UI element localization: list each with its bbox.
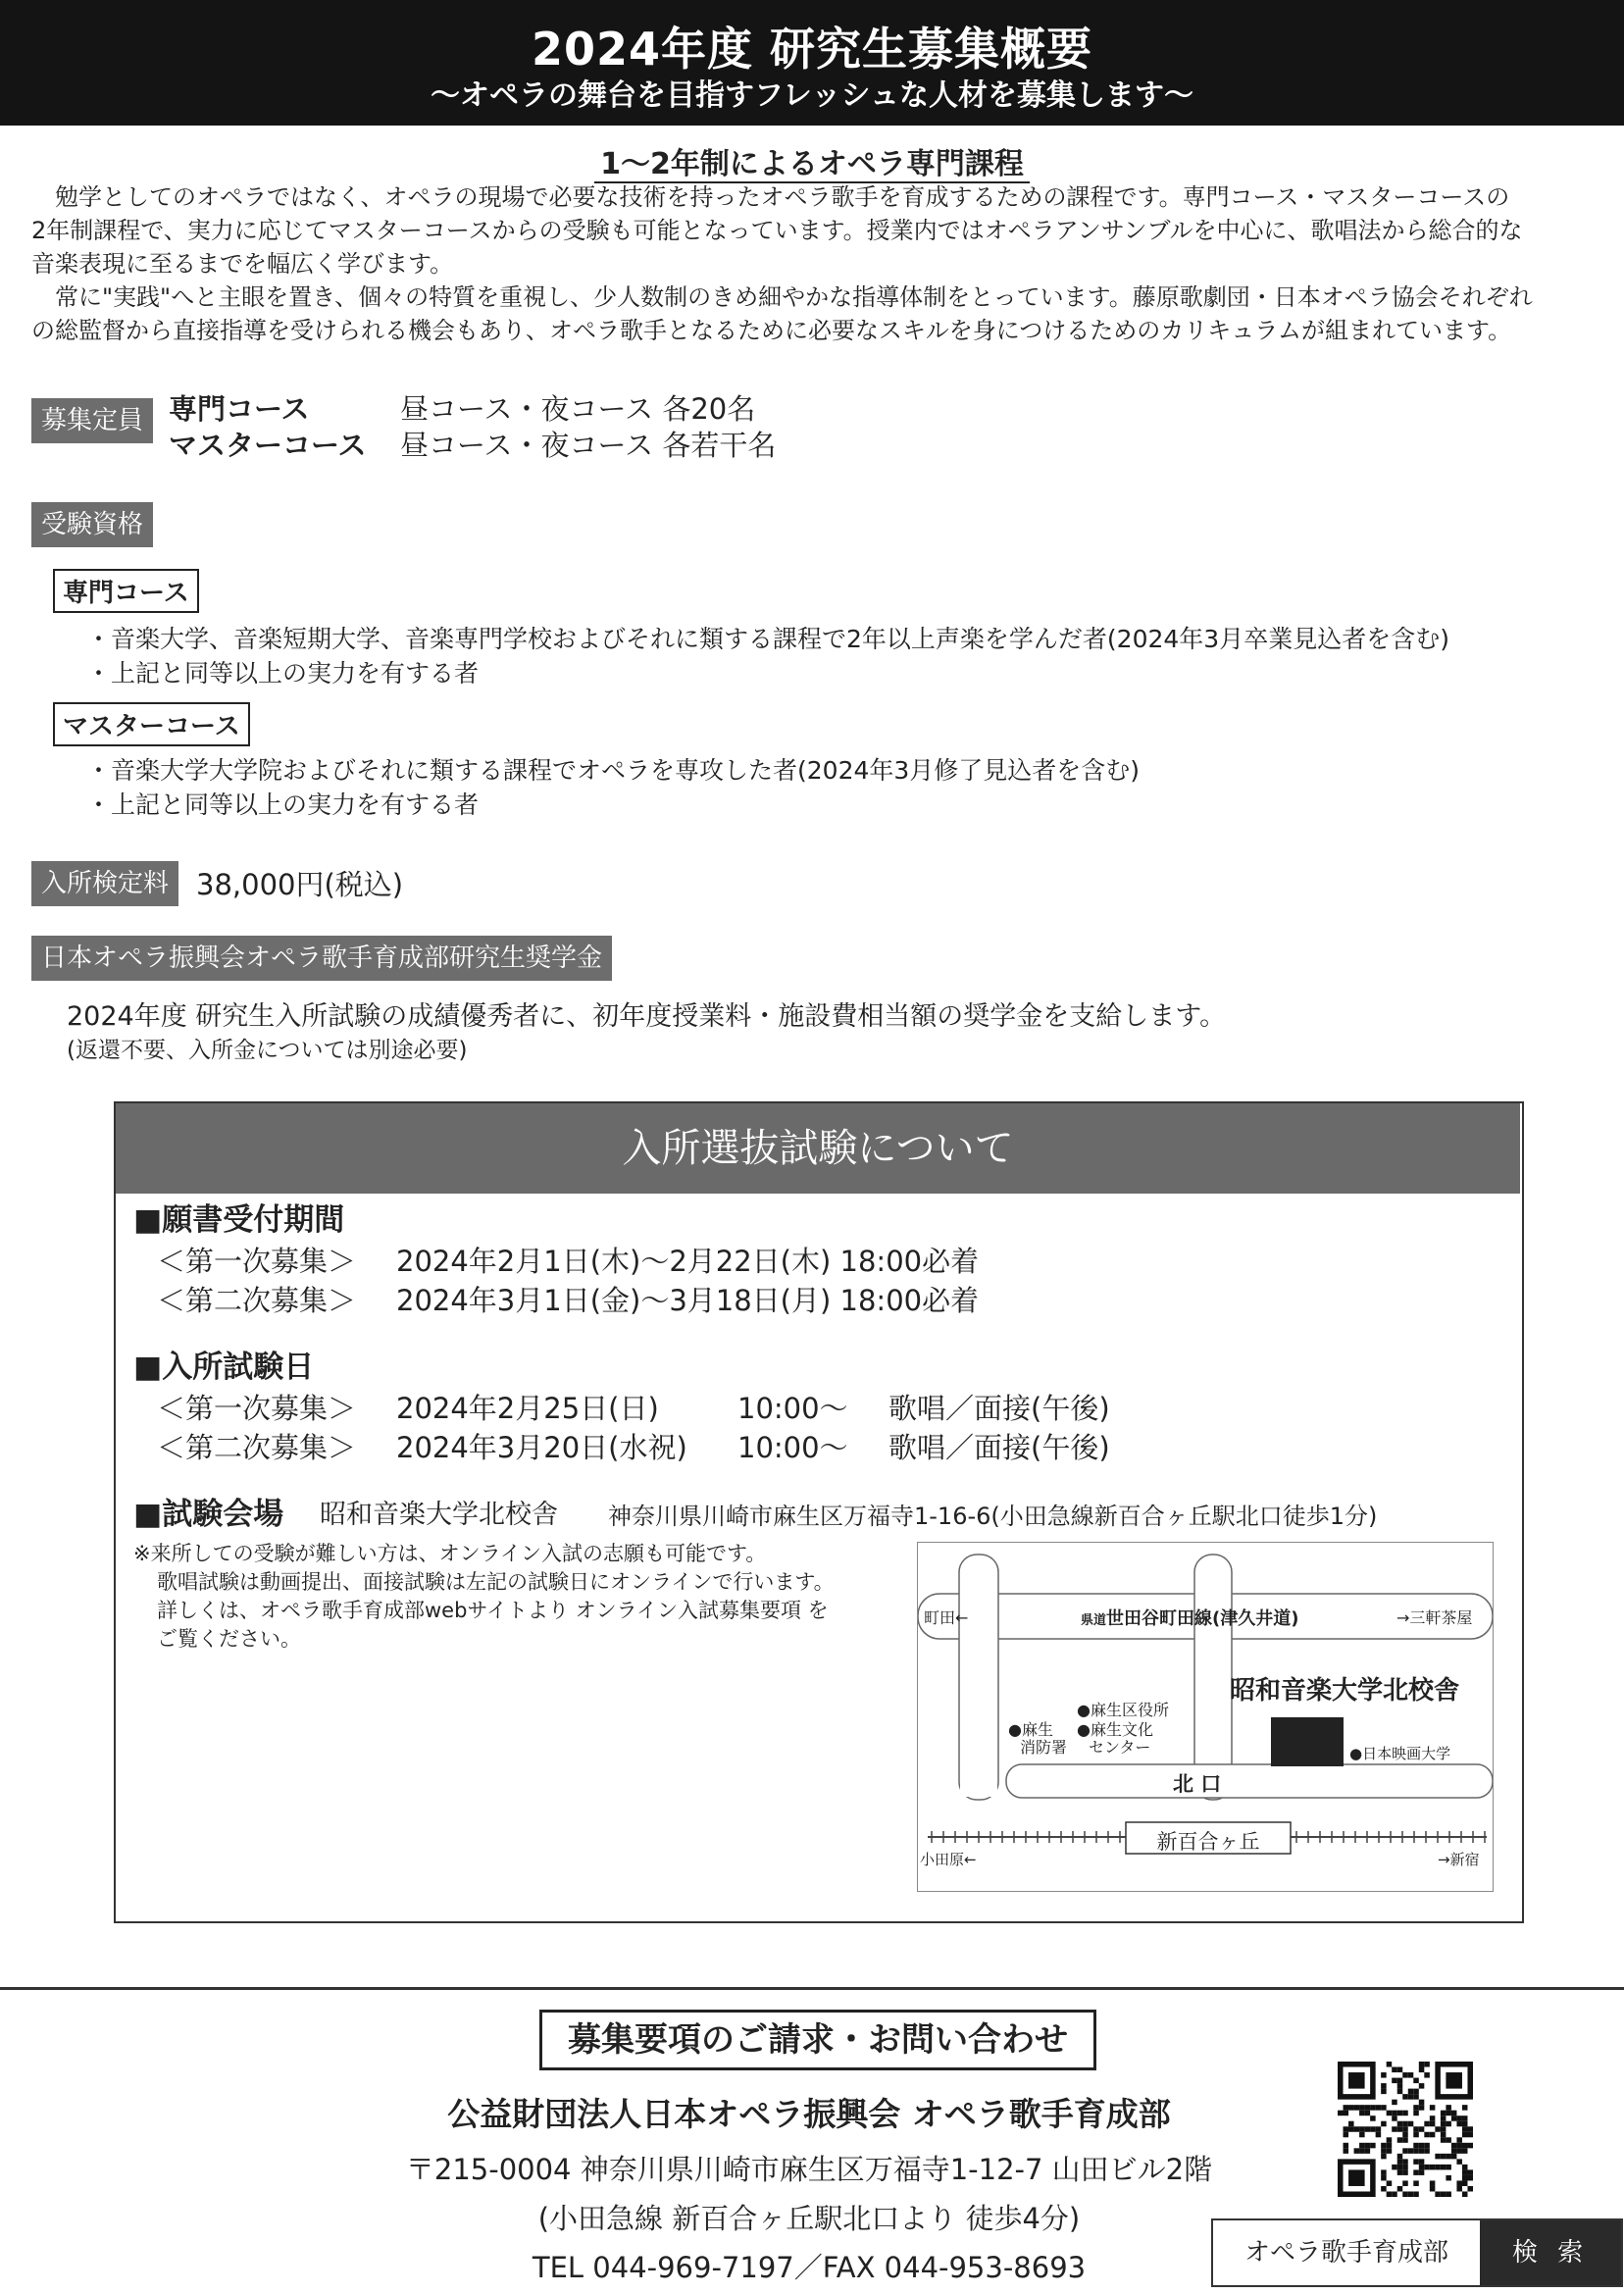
contact-phone: TEL 044-969-7197／FAX 044-953-8693 (532, 2251, 1087, 2284)
capacity-course-senmon: 専門コース (169, 392, 310, 426)
map-fire-station: ●麻生 消防署 (1008, 1720, 1068, 1757)
capacity-detail-master: 昼コース・夜コース 各若干名 (400, 429, 777, 462)
qualification-tag: 受験資格 (31, 502, 153, 547)
venue-title: ■試験会場 (133, 1497, 284, 1532)
master-requirement-2: ・上記と同等以上の実力を有する者 (86, 790, 480, 819)
map-left-destination: 町田← (924, 1608, 969, 1627)
exam-time-1: 10:00～ (737, 1392, 848, 1425)
map-culture-center: ●麻生文化 センター (1077, 1720, 1153, 1757)
left-road (959, 1555, 998, 1800)
qr-code-icon (1338, 2062, 1473, 2197)
application-value-2: 2024年3月1日(金)～3月18日(月) 18:00必着 (396, 1284, 980, 1317)
fee-value: 38,000円(税込) (196, 868, 404, 901)
qr-code[interactable] (1338, 2062, 1473, 2197)
exam-heading: 入所選抜試験について (116, 1103, 1520, 1194)
scholarship-text: 2024年度 研究生入所試験の成績優秀者に、初年度授業料・施設費相当額の奨学金を支給します。 (67, 1001, 1227, 1032)
venue-name: 昭和音楽大学北校舎 (320, 1500, 558, 1530)
exam-content-1: 歌唱／面接(午後) (888, 1392, 1110, 1425)
scholarship-tag: 日本オペラ振興会オペラ歌手育成部研究生奨学金 (31, 936, 612, 981)
exam-date-label-2: ＜第二次募集＞ (157, 1431, 357, 1464)
map-right-destination: →三軒茶屋 (1396, 1608, 1473, 1627)
map-film-school: ●日本映画大学 (1349, 1745, 1451, 1762)
scholarship-note: (返還不要、入所金については別途必要) (67, 1038, 468, 1063)
map-road-name: 県道世田谷町田線(津久井道) (1081, 1608, 1299, 1629)
map-north-exit: 北 口 (1173, 1772, 1222, 1796)
venue-address: 神奈川県川崎市麻生区万福寺1-16-6(小田急線新百合ヶ丘駅北口徒歩1分) (608, 1503, 1378, 1530)
intro-paragraph-1: 勉学としてのオペラではなく、オペラの現場で必要な技術を持ったオペラ歌手を育成するための課程です。専門コース・マスターコースの 2年制課程で、実力に応じてマスターコースからの受験も可能となっています。授業内ではオペラアンサンブルを中心に、歌唱法から総合的な 音楽表現に至るまでを幅広く学びます。 (31, 183, 1523, 278)
intro-paragraph-2: 常に"実践"へと主眼を置き、個々の特質を重視し、少人数制のきめ細やかな指導体制をとっています。藤原歌劇団・日本オペラ協会それぞれ の総監督から直接指導を受けられる機会もあり、オペラ歌手となるために必要なスキルを身につけるためのカリキュラムが組まれています。 (31, 283, 1533, 344)
exam-time-2: 10:00～ (737, 1431, 848, 1464)
senmon-course-label: 専門コース (53, 569, 199, 613)
capacity-course-master: マスターコース (169, 429, 367, 462)
course-title: 1～2年制によるオペラ専門課程 (0, 139, 1624, 182)
capacity-detail-senmon: 昼コース・夜コース 各20名 (400, 392, 756, 426)
exam-date-2: 2024年3月20日(水祝) (396, 1431, 687, 1464)
contact-address: 〒215-0004 神奈川県川崎市麻生区万福寺1-12-7 山田ビル2階 (405, 2153, 1213, 2186)
access-map (917, 1542, 1494, 1892)
map-rail-right: →新宿 (1438, 1851, 1480, 1868)
search-button[interactable]: 検 索 (1480, 2220, 1621, 2285)
application-value-1: 2024年2月1日(木)～2月22日(木) 18:00必着 (396, 1245, 980, 1278)
page-title: 2024年度 研究生募集概要 (531, 23, 1093, 76)
application-period-title: ■願書受付期間 (133, 1202, 345, 1238)
exam-date-1: 2024年2月25日(日) (396, 1392, 659, 1425)
map-school-label: 昭和音楽大学北校舎 (1230, 1676, 1460, 1706)
master-requirement-1: ・音楽大学大学院およびそれに類する課程でオペラを専攻した者(2024年3月修了見込者を含む) (86, 756, 1141, 785)
capacity-tag: 募集定員 (31, 398, 153, 443)
contact-title: 募集要項のご請求・お問い合わせ (539, 2010, 1096, 2070)
contact-access: (小田急線 新百合ヶ丘駅北口より 徒歩4分) (537, 2202, 1081, 2235)
map-rail-left: 小田原← (920, 1851, 977, 1868)
fee-tag: 入所検定料 (31, 861, 178, 906)
exam-date-label-1: ＜第一次募集＞ (157, 1392, 357, 1425)
senmon-requirement-1: ・音楽大学、音楽短期大学、音楽専門学校およびそれに類する課程で2年以上声楽を学んだ者(2024年3月卒業見込者を含む) (86, 625, 1449, 653)
contact-organization: 公益財団法人日本オペラ振興会 オペラ歌手育成部 (447, 2095, 1171, 2133)
school-building (1271, 1717, 1344, 1766)
right-road (1194, 1555, 1232, 1800)
exam-content-2: 歌唱／面接(午後) (888, 1431, 1110, 1464)
search-keyword[interactable]: オペラ歌手育成部 (1243, 2238, 1448, 2268)
map-station-label: 新百合ヶ丘 (1156, 1830, 1260, 1854)
exam-date-title: ■入所試験日 (133, 1350, 315, 1385)
application-label-1: ＜第一次募集＞ (157, 1245, 357, 1278)
website-search-box[interactable] (1211, 2218, 1623, 2287)
page-subtitle: ～オペラの舞台を目指すフレッシュな人材を募集します～ (431, 78, 1193, 113)
online-exam-note: ※来所しての受験が難しい方は、オンライン入試の志願も可能です。 歌唱試験は動画提出、面接試験は左記の試験日にオンラインで行います。 詳しくは、オペラ歌手育成部webサイトより オンライン入試募集要項 を ご覧ください。 (133, 1542, 835, 1651)
header-banner (0, 0, 1624, 126)
master-course-label: マスターコース (53, 702, 250, 746)
application-label-2: ＜第二次募集＞ (157, 1284, 357, 1317)
map-ward-office: ●麻生区役所 (1077, 1701, 1169, 1719)
footer-divider (0, 1987, 1624, 1990)
senmon-requirement-2: ・上記と同等以上の実力を有する者 (86, 659, 480, 688)
north-exit-road (1006, 1764, 1493, 1798)
